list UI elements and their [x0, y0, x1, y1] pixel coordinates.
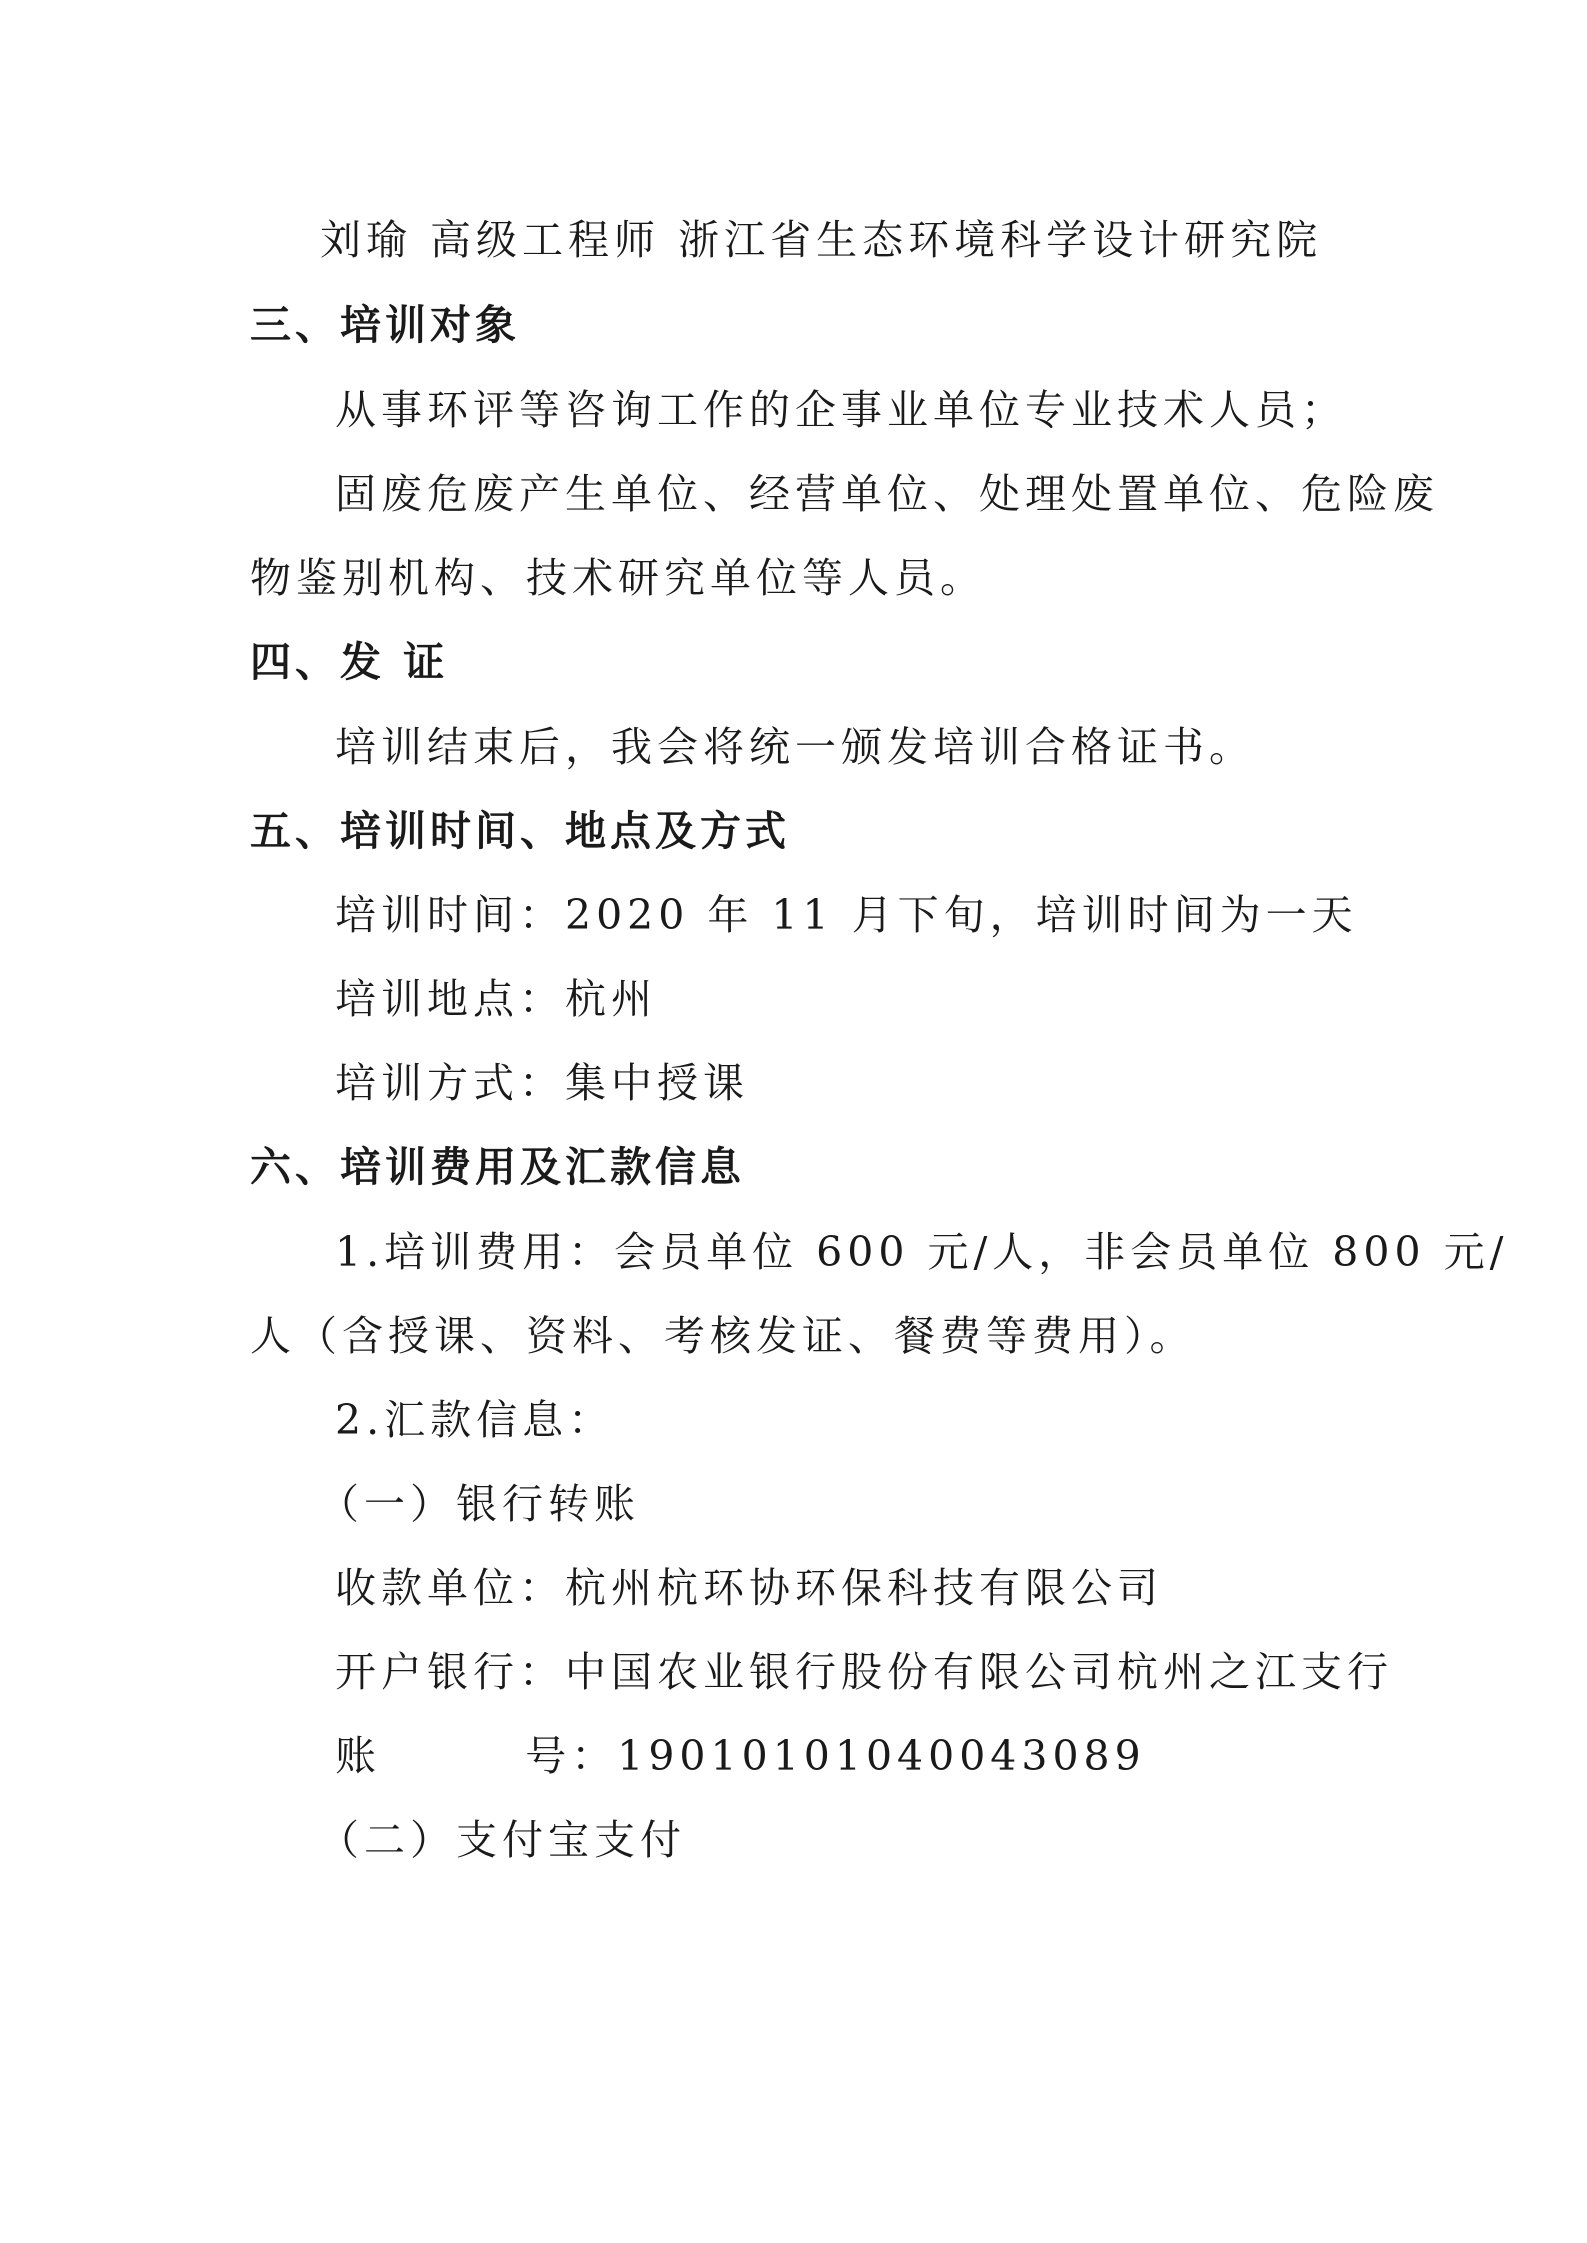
section-three-paragraph-1: 从事环评等咨询工作的企事业单位专业技术人员；	[335, 386, 1347, 434]
account-number: 账 号：19010101040043089	[335, 1732, 1146, 1780]
section-three-paragraph-2-line-1: 固废危废产生单位、经营单位、处理处置单位、危险废	[335, 470, 1439, 518]
lecturer-line: 刘瑜 高级工程师 浙江省生态环境科学设计研究院	[320, 216, 1323, 264]
training-fee-line-1: 1.培训费用：会员单位 600 元/人，非会员单位 800 元/	[335, 1228, 1509, 1276]
bank-name: 开户银行：中国农业银行股份有限公司杭州之江支行	[335, 1648, 1393, 1696]
section-four-heading: 四、发 证	[250, 638, 449, 686]
alipay-title: （二）支付宝支付	[318, 1816, 686, 1864]
training-fee-line-2: 人（含授课、资料、考核发证、餐费等费用）。	[250, 1312, 1196, 1360]
training-method: 培训方式：集中授课	[335, 1059, 749, 1107]
section-five-heading: 五、培训时间、地点及方式	[250, 807, 790, 855]
section-four-paragraph: 培训结束后，我会将统一颁发培训合格证书。	[335, 723, 1255, 771]
section-three-heading: 三、培训对象	[250, 301, 520, 349]
payee: 收款单位：杭州杭环协环保科技有限公司	[335, 1564, 1163, 1612]
remittance-title: 2.汇款信息：	[335, 1396, 615, 1444]
section-three-paragraph-2-line-2: 物鉴别机构、技术研究单位等人员。	[250, 554, 986, 602]
section-six-heading: 六、培训费用及汇款信息	[250, 1143, 745, 1191]
bank-transfer-title: （一）银行转账	[318, 1480, 640, 1528]
training-place: 培训地点：杭州	[335, 975, 657, 1023]
training-time: 培训时间：2020 年 11 月下旬，培训时间为一天	[335, 891, 1358, 939]
